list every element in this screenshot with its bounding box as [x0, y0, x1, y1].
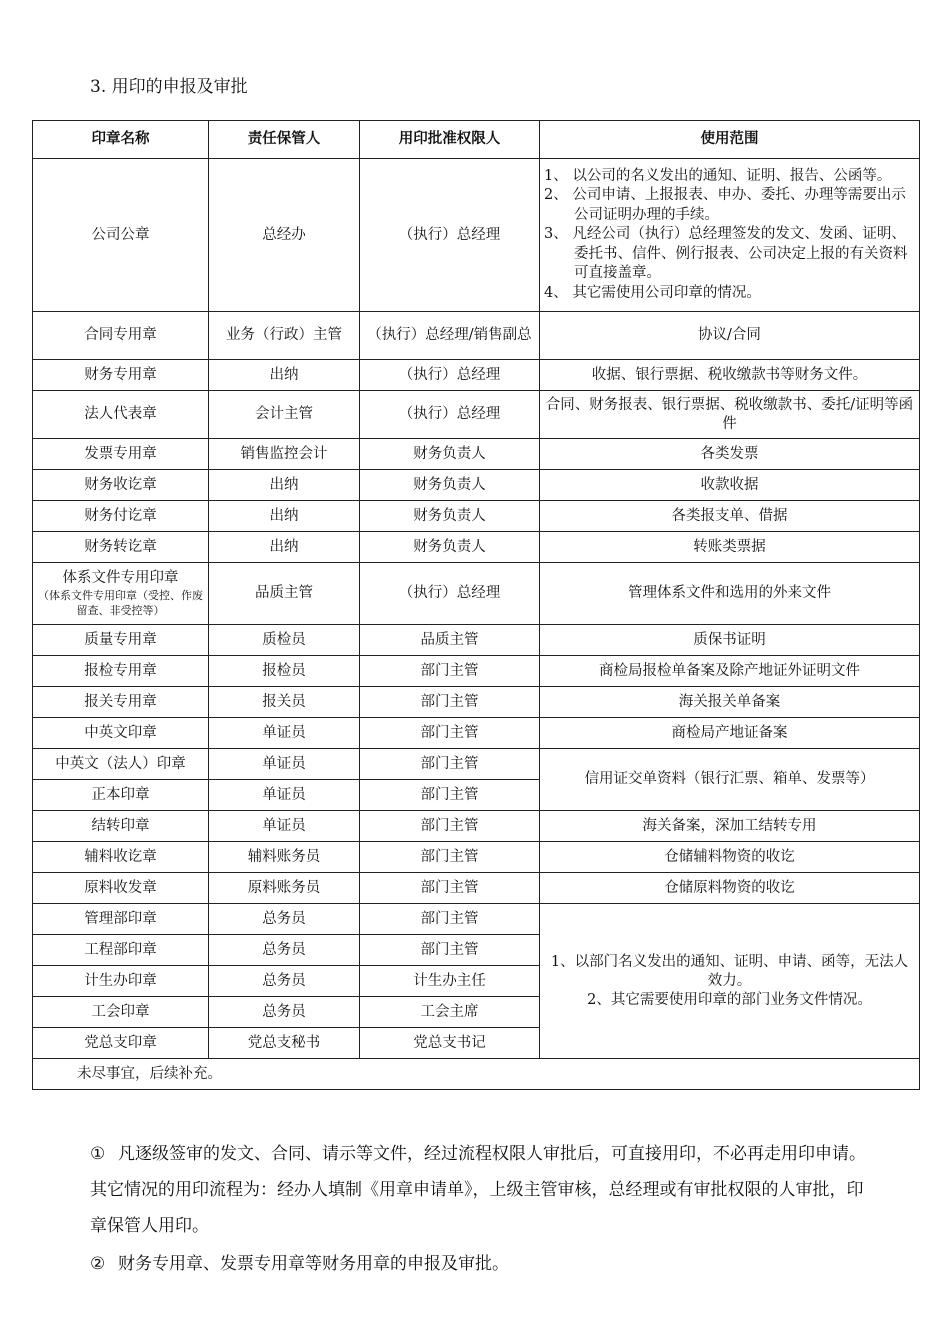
- paragraph-text: 凡逐级签审的发文、合同、请示等文件，经过流程权限人审批后，可直接用印，不必再走用印申请。其它情况的用印流程为：经办人填制《用章申请单》，上级主管审核，总经理或有审批权限的人审批，印章保管人用印。: [90, 1144, 866, 1236]
- keeper: 出纳: [209, 360, 360, 391]
- table-row: [33, 501, 920, 532]
- keeper: 总务员: [209, 904, 360, 935]
- scope-list: [544, 167, 915, 304]
- approver: 部门主管: [360, 780, 540, 811]
- keeper: 会计主管: [209, 391, 360, 439]
- seal-name: 法人代表章: [33, 391, 209, 439]
- table-row: [33, 532, 920, 563]
- seal-name: [33, 563, 209, 625]
- seal-name: 报检专用章: [33, 656, 209, 687]
- approver: （执行）总经理: [360, 563, 540, 625]
- approver: 品质主管: [360, 625, 540, 656]
- scope-item: 1、以部门名义发出的通知、证明、申请、函等，无法人效力。: [550, 953, 909, 989]
- paragraph-2: [90, 1246, 880, 1282]
- seal-name: 财务转讫章: [33, 532, 209, 563]
- approver: 工会主席: [360, 997, 540, 1028]
- table-row: [33, 656, 920, 687]
- approver: （执行）总经理: [360, 159, 540, 312]
- table-row: [33, 360, 920, 391]
- keeper: 原料账务员: [209, 873, 360, 904]
- scope-merged-dept: [540, 904, 920, 1059]
- scope: 仓储原料物资的收讫: [540, 873, 920, 904]
- table-row: [33, 470, 920, 501]
- scope-item: 1、 以公司的名义发出的通知、证明、报告、公函等。: [544, 167, 892, 184]
- header-seal-name: 印章名称: [33, 121, 209, 159]
- table-row: [33, 718, 920, 749]
- scope-item: 2、 公司申请、上报报表、申办、委托、办理等需要出示公司证明办理的手续。: [544, 187, 906, 223]
- table-row: [33, 811, 920, 842]
- scope: 合同、财务报表、银行票据、税收缴款书、委托/证明等函件: [540, 391, 920, 439]
- approver: （执行）总经理: [360, 360, 540, 391]
- approver: 部门主管: [360, 873, 540, 904]
- approver: 财务负责人: [360, 501, 540, 532]
- keeper: 总务员: [209, 997, 360, 1028]
- paragraph-marker: ①: [90, 1144, 106, 1164]
- paragraph-1: [90, 1136, 880, 1244]
- approver: 党总支书记: [360, 1028, 540, 1059]
- seal-name: 合同专用章: [33, 312, 209, 360]
- keeper: 单证员: [209, 780, 360, 811]
- table-row: [33, 391, 920, 439]
- paragraph-marker: ②: [90, 1254, 106, 1274]
- scope: 商检局产地证备案: [540, 718, 920, 749]
- approver: 部门主管: [360, 718, 540, 749]
- table-row: [33, 563, 920, 625]
- approver: 部门主管: [360, 811, 540, 842]
- approver: 财务负责人: [360, 439, 540, 470]
- scope: 管理体系文件和选用的外来文件: [540, 563, 920, 625]
- keeper: 辅料账务员: [209, 842, 360, 873]
- table-row: [33, 842, 920, 873]
- seal-name: 财务付讫章: [33, 501, 209, 532]
- seal-name-note: （体系文件专用印章（受控、作废留查、非受控等）: [38, 589, 203, 617]
- keeper: 单证员: [209, 718, 360, 749]
- keeper: 党总支秘书: [209, 1028, 360, 1059]
- seal-name: 发票专用章: [33, 439, 209, 470]
- table-row: [33, 749, 920, 780]
- keeper: 报检员: [209, 656, 360, 687]
- seal-name: 质量专用章: [33, 625, 209, 656]
- seal-name: 辅料收讫章: [33, 842, 209, 873]
- seal-name: 中英文印章: [33, 718, 209, 749]
- keeper: 业务（行政）主管: [209, 312, 360, 360]
- approver: 部门主管: [360, 904, 540, 935]
- scope: 质保书证明: [540, 625, 920, 656]
- approver: 部门主管: [360, 842, 540, 873]
- seal-name-main: 体系文件专用印章: [62, 570, 179, 586]
- approver: 计生办主任: [360, 966, 540, 997]
- table-row: [33, 904, 920, 935]
- seal-name: 结转印章: [33, 811, 209, 842]
- scope: 海关备案，深加工结转专用: [540, 811, 920, 842]
- approver: 财务负责人: [360, 470, 540, 501]
- keeper: 总务员: [209, 966, 360, 997]
- keeper: 单证员: [209, 749, 360, 780]
- table-row: [33, 873, 920, 904]
- keeper: 出纳: [209, 501, 360, 532]
- scope: 收据、银行票据、税收缴款书等财务文件。: [540, 360, 920, 391]
- scope: 商检局报检单备案及除产地证外证明文件: [540, 656, 920, 687]
- seal-table: [32, 120, 920, 1090]
- section-heading: 3. 用印的申报及审批: [90, 77, 248, 97]
- scope: 各类报支单、借据: [540, 501, 920, 532]
- scope: 仓储辅料物资的收讫: [540, 842, 920, 873]
- approver: 部门主管: [360, 656, 540, 687]
- keeper: 质检员: [209, 625, 360, 656]
- scope: 海关报关单备案: [540, 687, 920, 718]
- approver: （执行）总经理/销售副总: [360, 312, 540, 360]
- table-row: [33, 159, 920, 312]
- seal-name: 财务收讫章: [33, 470, 209, 501]
- keeper: 总经办: [209, 159, 360, 312]
- scope: [540, 159, 920, 312]
- seal-name: 工会印章: [33, 997, 209, 1028]
- approver: 财务负责人: [360, 532, 540, 563]
- header-keeper: 责任保管人: [209, 121, 360, 159]
- keeper: 报关员: [209, 687, 360, 718]
- seal-name: 公司公章: [33, 159, 209, 312]
- table-footer-row: [33, 1059, 920, 1090]
- header-scope: 使用范围: [540, 121, 920, 159]
- header-approver: 用印批准权限人: [360, 121, 540, 159]
- keeper: 出纳: [209, 470, 360, 501]
- seal-name: 管理部印章: [33, 904, 209, 935]
- keeper: 总务员: [209, 935, 360, 966]
- approver: 部门主管: [360, 687, 540, 718]
- table-row: [33, 439, 920, 470]
- keeper: 出纳: [209, 532, 360, 563]
- scope-item: 4、 其它需使用公司印章的情况。: [544, 284, 761, 301]
- seal-name: 党总支印章: [33, 1028, 209, 1059]
- paragraph-text: 财务专用章、发票专用章等财务用章的申报及审批。: [118, 1254, 509, 1274]
- scope: 转账类票据: [540, 532, 920, 563]
- seal-name: 工程部印章: [33, 935, 209, 966]
- keeper: 品质主管: [209, 563, 360, 625]
- scope-merged-credit: 信用证交单资料（银行汇票、箱单、发票等）: [540, 749, 920, 811]
- scope-item: 2、其它需要使用印章的部门业务文件情况。: [587, 991, 872, 1008]
- table-header-row: [33, 121, 920, 159]
- seal-name: 报关专用章: [33, 687, 209, 718]
- seal-name: 财务专用章: [33, 360, 209, 391]
- scope: 各类发票: [540, 439, 920, 470]
- approver: 部门主管: [360, 935, 540, 966]
- keeper: 销售监控会计: [209, 439, 360, 470]
- seal-name: 原料收发章: [33, 873, 209, 904]
- table-row: [33, 312, 920, 360]
- scope: 协议/合同: [540, 312, 920, 360]
- approver: 部门主管: [360, 749, 540, 780]
- seal-name: 中英文（法人）印章: [33, 749, 209, 780]
- keeper: 单证员: [209, 811, 360, 842]
- seal-name: 计生办印章: [33, 966, 209, 997]
- scope-item: 3、 凡经公司（执行）总经理签发的发文、发函、证明、委托书、信件、例行报表、公司决定上报的有关资料可直接盖章。: [544, 226, 908, 282]
- approver: （执行）总经理: [360, 391, 540, 439]
- table-row: [33, 625, 920, 656]
- scope: 收款收据: [540, 470, 920, 501]
- table-footer: 未尽事宜，后续补充。: [33, 1059, 920, 1090]
- seal-name: 正本印章: [33, 780, 209, 811]
- table-row: [33, 687, 920, 718]
